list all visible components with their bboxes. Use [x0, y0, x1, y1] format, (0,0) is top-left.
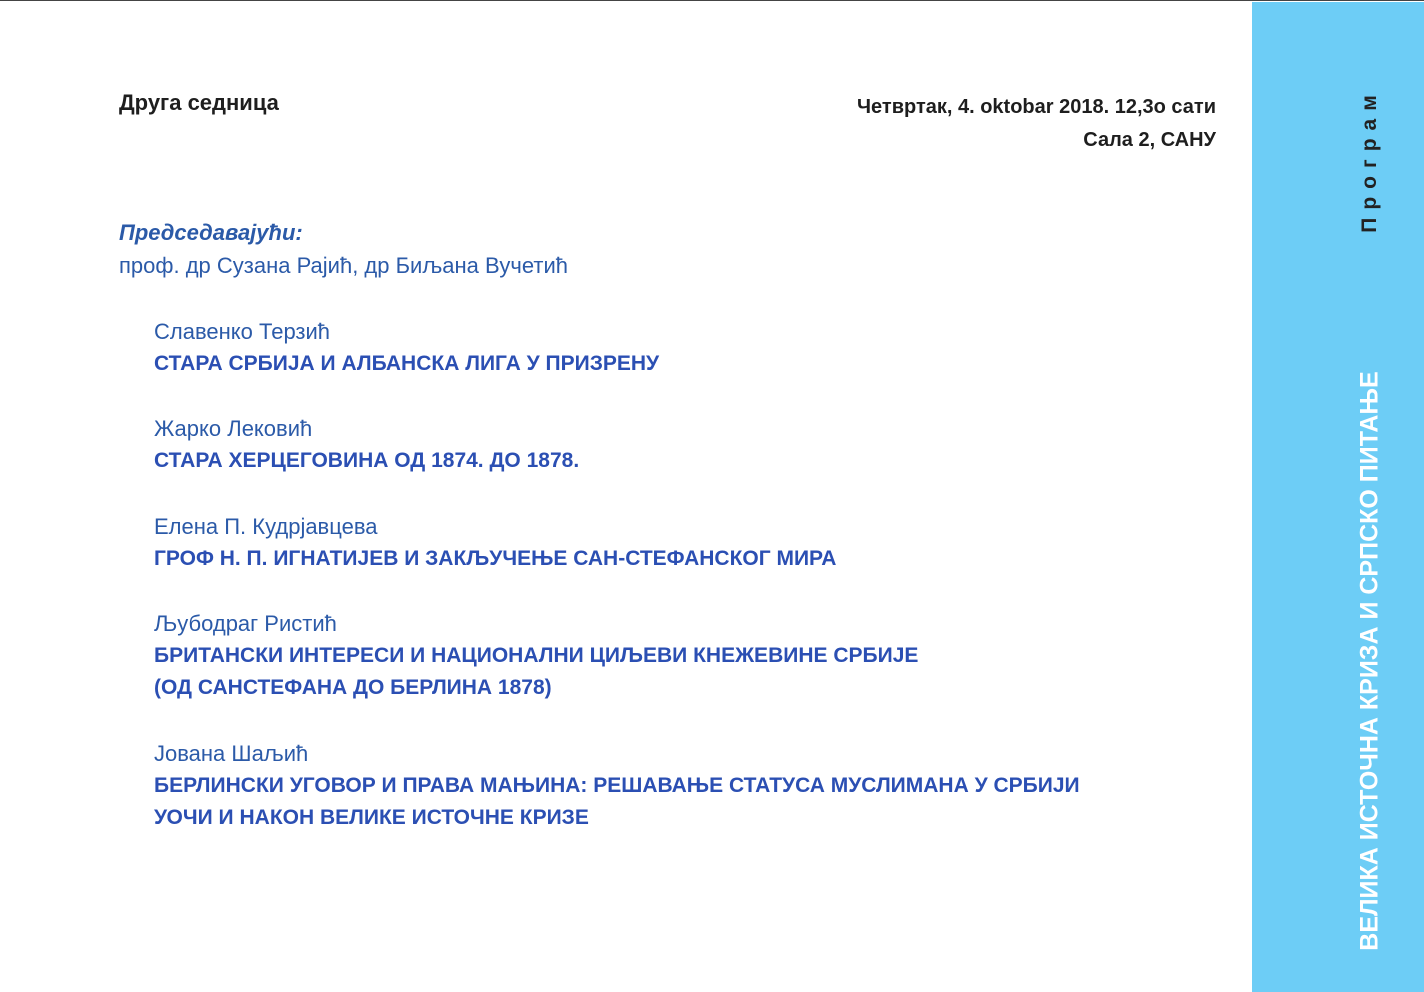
session-heading: Друга седница	[119, 90, 279, 115]
talk-title: СТАРА ХЕРЦЕГОВИНА ОД 1874. ДО 1878.	[154, 449, 580, 472]
talk-item	[154, 608, 918, 704]
talk-title: ГРОФ Н. П. ИГНАТИЈЕВ И ЗАКЉУЧЕЊЕ САН-СТЕФАНСКОГ МИРА	[154, 547, 837, 570]
talk-item	[154, 511, 836, 575]
sidebar-section-label: Програм	[1358, 87, 1381, 233]
top-border-line	[0, 0, 1424, 1]
talk-item	[154, 413, 579, 477]
talk-author: Славенко Терзић	[154, 319, 331, 344]
talk-title-continuation: (ОД САНСТЕФАНА ДО БЕРЛИНА 1878)	[154, 676, 552, 699]
talk-title: СТАРА СРБИЈА И АЛБАНСКА ЛИГА У ПРИЗРЕНУ	[154, 352, 660, 375]
chairs-label: Председавајући:	[119, 220, 303, 245]
session-date-time: Четвртак, 4. oktobar 2018. 12,3o сати	[856, 96, 1216, 118]
talk-author: Елена П. Кудрјавцева	[154, 514, 378, 539]
talk-title: БРИТАНСКИ ИНТЕРЕСИ И НАЦИОНАЛНИ ЦИЉЕВИ КНЕЖЕВИНЕ СРБИЈЕ	[154, 644, 919, 667]
sidebar-band	[1252, 2, 1424, 992]
talk-item	[154, 738, 1080, 834]
talk-title-continuation: УОЧИ И НАКОН ВЕЛИКЕ ИСТОЧНЕ КРИЗЕ	[154, 806, 589, 829]
talk-title: БЕРЛИНСКИ УГОВОР И ПРАВА МАЊИНА: РЕШАВАЊЕ СТАТУСА МУСЛИМАНА У СРБИЈИ	[154, 774, 1080, 797]
talk-author: Жарко Лековић	[154, 416, 313, 441]
talk-author: Јована Шаљић	[154, 741, 309, 766]
talk-item	[154, 316, 659, 380]
talk-author: Љубодраг Ристић	[154, 611, 337, 636]
sidebar-conference-title: ВЕЛИКА ИСТОЧНА КРИЗА И СРПСКО ПИТАЊЕ	[1355, 371, 1384, 951]
session-venue: Сала 2, САНУ	[1083, 129, 1216, 151]
chairs-names: проф. др Сузана Рајић, др Биљана Вучетић	[119, 253, 568, 278]
session-meta	[857, 91, 1216, 157]
